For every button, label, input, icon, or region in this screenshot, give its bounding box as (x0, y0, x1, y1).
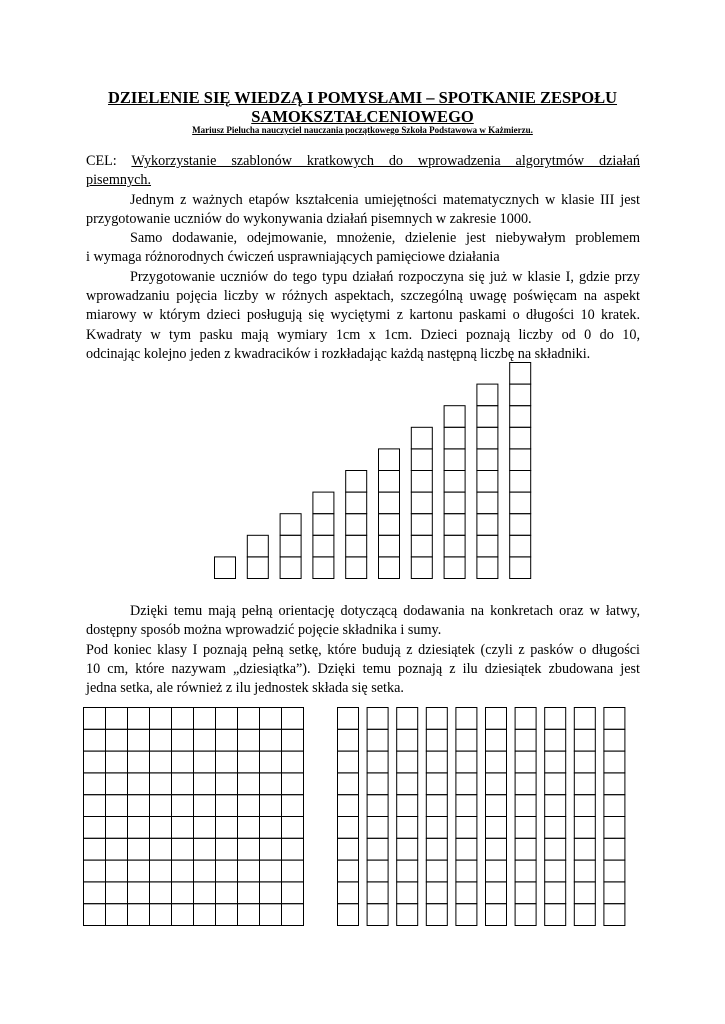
ten-strip-cell (515, 708, 536, 730)
ten-strip-cell (604, 708, 625, 730)
hundred-grid-cell (84, 708, 106, 730)
hundred-grid-cell (216, 838, 238, 860)
ten-strip-cell (456, 773, 477, 795)
ten-strip-cell (367, 795, 388, 817)
ten-strip-cell (604, 795, 625, 817)
hundred-grid-cell (106, 882, 128, 904)
ten-strip-cell (545, 817, 566, 839)
hundred-grid-cell (238, 751, 260, 773)
ten-strip-cell (367, 860, 388, 882)
hundred-grid-cell (282, 882, 304, 904)
ten-strip-cell (338, 708, 359, 730)
hundred-grid-cell (282, 860, 304, 882)
hundred-grid-cell (128, 882, 150, 904)
hundred-grid-cell (84, 904, 106, 926)
hundred-grid-cell (260, 751, 282, 773)
ten-strip-cell (604, 860, 625, 882)
hundred-grid-cell (282, 904, 304, 926)
ten-strip-cell (456, 904, 477, 926)
hundred-grid-cell (216, 882, 238, 904)
ten-strip-cell (486, 838, 507, 860)
ten-strip-cell (486, 882, 507, 904)
ten-strip-cell (397, 838, 418, 860)
hundred-grid-cell (260, 795, 282, 817)
ten-strip-cell (574, 751, 595, 773)
hundred-grid-cell (150, 795, 172, 817)
paragraph-3-line-3: miarowy w którym dzieci posługują się wyciętymi z kartonu paskami o długości 10 kratek. (86, 307, 640, 324)
hundred-grid-cell (172, 860, 194, 882)
hundred-grid-cell (128, 904, 150, 926)
paragraph-3-line-1: Przygotowanie uczniów do tego typu działań rozpoczyna się już w klasie I, gdzie przy (130, 268, 640, 285)
ten-strip-cell (604, 751, 625, 773)
author-line: Mariusz Pielucha nauczyciel nauczania początkowego Szkoła Podstawowa w Każmierzu. (192, 125, 533, 135)
ten-strip-cell (338, 904, 359, 926)
ten-strip-cell (338, 795, 359, 817)
ten-strip-cell (574, 838, 595, 860)
ten-strip-cell (574, 904, 595, 926)
ten-strip-cell (338, 773, 359, 795)
ten-strip-cell (574, 708, 595, 730)
hundred-grid-cell (260, 708, 282, 730)
hundred-grid-cell (172, 795, 194, 817)
hundred-grid-cell (84, 817, 106, 839)
hundred-grid-cell (172, 751, 194, 773)
ten-strip-cell (545, 773, 566, 795)
hundred-grid-cell (238, 817, 260, 839)
hundred-grid-cell (106, 729, 128, 751)
hundred-grid-cell (150, 729, 172, 751)
hundred-grid-cell (260, 838, 282, 860)
ten-strip-cell (338, 817, 359, 839)
ten-strip-cell (574, 795, 595, 817)
hundred-grid-cell (172, 708, 194, 730)
paragraph-5-line-3: jedna setka, ale również z ilu jednostek składa się setka. (86, 680, 404, 697)
hundred-grid-cell (216, 817, 238, 839)
hundred-grid-cell (238, 773, 260, 795)
hundred-grid-cell (84, 773, 106, 795)
ten-strip-cell (574, 882, 595, 904)
ten-strip-cell (486, 708, 507, 730)
hundred-grid-cell (216, 904, 238, 926)
ten-strip-cell (367, 817, 388, 839)
ten-strip-cell (545, 838, 566, 860)
hundred-grid-cell (260, 817, 282, 839)
hundred-grid-cell (216, 795, 238, 817)
hundred-grid-cell (216, 860, 238, 882)
hundred-grid-cell (194, 882, 216, 904)
ten-strip-cell (456, 751, 477, 773)
hundred-grid-cell (84, 729, 106, 751)
ten-strip-cell (367, 708, 388, 730)
ten-strip-cell (456, 838, 477, 860)
ten-strip-cell (397, 904, 418, 926)
ten-strip-cell (426, 795, 447, 817)
hundred-grid-cell (128, 751, 150, 773)
goal-text-1: Wykorzystanie szablonów kratkowych do wprowadzenia algorytmów działań (131, 153, 640, 169)
ten-strip-cell (604, 729, 625, 751)
hundred-grid-cell (282, 729, 304, 751)
ten-strip-cell (426, 817, 447, 839)
hundred-grid-cell (172, 729, 194, 751)
ten-strip-cell (367, 904, 388, 926)
hundred-grid-cell (194, 751, 216, 773)
ten-strip-cell (338, 838, 359, 860)
ten-strip-cell (515, 795, 536, 817)
hundred-grid-cell (150, 904, 172, 926)
hundred-grid-cell (194, 729, 216, 751)
ten-strip-cell (515, 729, 536, 751)
hundred-grid-cell (150, 751, 172, 773)
ten-strip-cell (604, 838, 625, 860)
ten-strip-cell (545, 751, 566, 773)
paragraph-5-line-1: Pod koniec klasy I poznają pełną setkę, które budują z dziesiątek (czyli z pasków o długości (86, 641, 640, 658)
ten-strip-cell (486, 904, 507, 926)
ten-strip-cell (545, 729, 566, 751)
ten-strip-cell (426, 773, 447, 795)
paragraph-3-line-4: Kwadraty w tym pasku mają wymiary 1cm x 1cm. Dzieci poznają liczby od 0 do 10, (86, 326, 640, 343)
hundred-grid-cell (128, 817, 150, 839)
hundred-grid-cell (260, 729, 282, 751)
ten-strip-cell (338, 729, 359, 751)
ten-strip-cell (426, 838, 447, 860)
ten-strip-cell (426, 860, 447, 882)
hundred-grid-cell (216, 773, 238, 795)
hundred-grid-cell (106, 860, 128, 882)
hundred-grid-cell (106, 904, 128, 926)
hundred-grid-cell (106, 795, 128, 817)
ten-strip-cell (515, 773, 536, 795)
hundred-grid-cell (172, 838, 194, 860)
ten-strip-cell (338, 882, 359, 904)
hundred-grid-cell (238, 904, 260, 926)
ten-strip-cell (604, 882, 625, 904)
ten-strip-cell (456, 817, 477, 839)
hundred-grid-cell (282, 773, 304, 795)
ten-strip-cell (367, 751, 388, 773)
hundred-grid-cell (194, 795, 216, 817)
hundred-grid-cell (238, 838, 260, 860)
ten-strip-cell (486, 729, 507, 751)
hundred-grid-cell (128, 729, 150, 751)
hundred-grid-cell (216, 751, 238, 773)
ten-strip-cell (574, 729, 595, 751)
hundred-grid-cell (84, 838, 106, 860)
hundred-grid-cell (194, 860, 216, 882)
hundred-grid-cell (282, 708, 304, 730)
hundred-grid-cell (84, 751, 106, 773)
ten-strip-cell (604, 904, 625, 926)
ten-strip-cell (545, 882, 566, 904)
hundred-grid-cell (128, 838, 150, 860)
hundred-grid-cell (84, 882, 106, 904)
hundred-grid-cell (84, 795, 106, 817)
hundred-grid-cell (172, 773, 194, 795)
ten-strip-cell (486, 860, 507, 882)
hundred-grid-cell (150, 817, 172, 839)
hundred-grid-cell (172, 817, 194, 839)
ten-strip-cell (426, 882, 447, 904)
hundred-grid-cell (106, 817, 128, 839)
hundred-grid-cell (238, 860, 260, 882)
ten-strip-cell (397, 773, 418, 795)
paragraph-2-line-2: i wymaga różnorodnych ćwiczeń usprawniających pamięciowe działania (86, 249, 500, 266)
document-title-line-2: SAMOKSZTAŁCENIOWEGO (251, 107, 474, 126)
hundred-grid-cell (260, 860, 282, 882)
ten-strip-cell (574, 860, 595, 882)
ten-strip-cell (515, 860, 536, 882)
hundred-grid-cell (194, 838, 216, 860)
hundred-grid-cell (150, 773, 172, 795)
goal-text-2: pisemnych. (86, 172, 152, 189)
hundred-grid-cell (128, 708, 150, 730)
document-title-line-1: DZIELENIE SIĘ WIEDZĄ I POMYSŁAMI – SPOTKANIE ZESPOŁU (107, 88, 618, 107)
ten-strip-cell (486, 795, 507, 817)
ten-strip-cell (367, 882, 388, 904)
hundred-grid-cell (282, 751, 304, 773)
hundred-grid-cell (194, 773, 216, 795)
ten-strip-cell (515, 838, 536, 860)
paragraph-3-line-2: wprowadzaniu pojęcia liczby w różnych aspektach, szczególną uwagę poświęcam na aspekt (86, 288, 640, 305)
ten-strip-cell (426, 708, 447, 730)
ten-strip-cell (456, 882, 477, 904)
paragraph-2-line-1: Samo dodawanie, odejmowanie, mnożenie, dzielenie jest niebywałym problemem (130, 230, 640, 247)
hundred-grid-cell (282, 795, 304, 817)
hundred-grid-cell (238, 729, 260, 751)
paragraph-4-line-2: dostępny sposób można wprowadzić pojęcie składnika i sumy. (86, 622, 442, 639)
hundred-grid-cell (150, 708, 172, 730)
hundred-grid-cell (282, 838, 304, 860)
ten-strip-cell (367, 773, 388, 795)
hundred-grid-cell (172, 904, 194, 926)
hundred-grid-cell (150, 882, 172, 904)
ten-strip-cell (545, 904, 566, 926)
hundred-grid-cell (128, 773, 150, 795)
hundred-grid-cell (260, 904, 282, 926)
hundred-grid-cell (194, 708, 216, 730)
ten-strip-cell (397, 795, 418, 817)
paragraph-1-line-1: Jednym z ważnych etapów kształcenia umiejętności matematycznych w klasie III jest (130, 191, 640, 208)
ten-strip-cell (397, 708, 418, 730)
ten-strip-cell (574, 773, 595, 795)
ten-strip-cell (486, 817, 507, 839)
hundred-grid-cell (150, 838, 172, 860)
paragraph-5-line-2: 10 cm, które nazywam „dziesiątka”). Dzięki temu poznają z ilu dziesiątek zbudowana jest (86, 660, 640, 677)
ten-strip-cell (338, 860, 359, 882)
ten-strip-cell (486, 773, 507, 795)
ten-strip-cell (545, 860, 566, 882)
ten-strip-cell (456, 729, 477, 751)
hundred-grid-cell (106, 751, 128, 773)
goal-label: CEL: (86, 153, 117, 169)
ten-strip-cell (515, 751, 536, 773)
hundred-grid-cell (260, 773, 282, 795)
ten-strip-cell (367, 729, 388, 751)
hundred-grid-cell (238, 882, 260, 904)
ten-strip-cell (426, 729, 447, 751)
ten-strip-cell (604, 817, 625, 839)
ten-strip-cell (545, 795, 566, 817)
ten-strip-cell (456, 860, 477, 882)
ten-strip-cell (515, 904, 536, 926)
ten-strip-cell (515, 817, 536, 839)
ten-strip-cell (426, 751, 447, 773)
hundred-grid-cell (282, 817, 304, 839)
ten-strip-cell (397, 729, 418, 751)
hundred-grid-cell (128, 795, 150, 817)
ten-strip-cell (515, 882, 536, 904)
hundred-grid-cell (238, 795, 260, 817)
ten-strip-cell (397, 817, 418, 839)
ten-strip-cell (456, 708, 477, 730)
hundred-grid-cell (260, 882, 282, 904)
paragraph-4-line-1: Dzięki temu mają pełną orientację dotyczącą dodawania na konkretach oraz w łatwy, (130, 603, 640, 619)
hundred-grid-cell (194, 904, 216, 926)
ten-strip-cell (426, 904, 447, 926)
ten-strip-cell (486, 751, 507, 773)
hundred-grid-cell (216, 708, 238, 730)
hundred-grid-cell (150, 860, 172, 882)
hundred-grid-cell (106, 773, 128, 795)
ten-strip-cell (397, 751, 418, 773)
hundred-grid-cell (128, 860, 150, 882)
hundred-grid-cell (106, 838, 128, 860)
ten-strip-cell (338, 751, 359, 773)
ten-strip-cell (604, 773, 625, 795)
paragraph-1-line-2: przygotowanie uczniów do wykonywania działań pisemnych w zakresie 1000. (86, 210, 532, 227)
ten-strip-cell (545, 708, 566, 730)
ten-strip-cell (397, 860, 418, 882)
hundred-grid-cell (172, 882, 194, 904)
ten-strip-cell (397, 882, 418, 904)
hundred-grid-cell (106, 708, 128, 730)
ten-strip-cell (574, 817, 595, 839)
hundred-grid-cell (84, 860, 106, 882)
ten-strip-cell (367, 838, 388, 860)
paragraph-3-line-5: odcinając kolejno jeden z kwadracików i rozkładając każdą następną liczbę na składniki. (86, 345, 591, 362)
hundred-grid-cell (238, 708, 260, 730)
hundred-grid-cell (216, 729, 238, 751)
hundred-grid-cell (194, 817, 216, 839)
ten-strip-cell (456, 795, 477, 817)
